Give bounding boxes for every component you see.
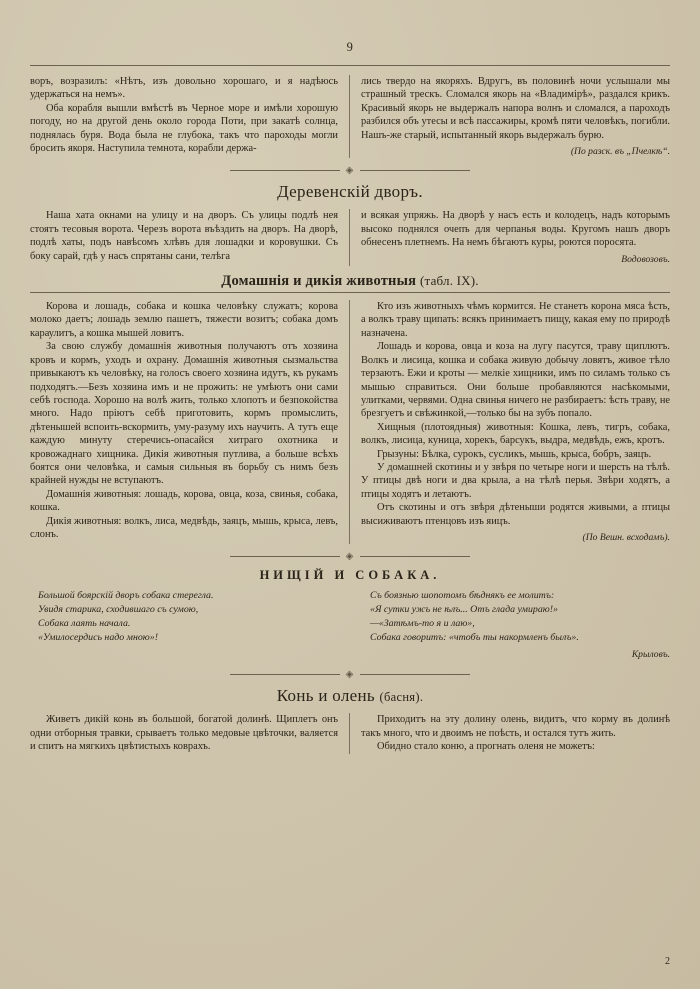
paragraph: За свою службу домашнія животныя получаютъ отъ хозяина кровъ и кормъ, уходъ и охрану. Домашнія животныя сызмальства привыкаютъ къ человѣку, на голосъ своего хозяина идутъ, къ рукамъ подходятъ.—Безъ хозяина имъ и не прожить: не умѣютъ они сами себѣ господа. Хорошо на волѣ жить, только хлопотъ и безпокойства много. Надо прiютъ себѣ приготовить, кормъ промыслить, дѣтенышей вспоить-вскормить, уму-разуму ихъ научить. А тутъ еще каждую минуту стеречись-опасайся хитраго охотника и кровожаднаго хищника. Дикія животныя путлива, а больше всѣхъ боятся они человѣка, и самыя сильныя въ борьбу съ нимъ безъ крайней нужды не вступаютъ. — [30, 341, 338, 487]
verse-line: Собака говоритъ: «чтобъ ты накормленъ былъ». — [370, 632, 579, 644]
paragraph: и всякая упряжь. На дворѣ у насъ есть и колодецъ, надъ которымъ высоко поднялся очепъ для черпанья воды. Кругомъ нашъ дворъ обнесенъ плетнемъ. На немъ бѣгаютъ куры, роются поросята. — [361, 210, 670, 249]
section-title-kon-i-olen — [30, 686, 670, 706]
paragraph: Лошадь и корова, овца и коза на лугу пасутся, траву щиплютъ. Волкъ и лисица, кошка и собака живую добычу ловятъ, живое тѣло терзаютъ. Ежи и кроты — мелкіе хищники, имъ по силамъ только съ мышью справиться. Они больше пробавляются насѣкомыми, улитками, червями. Одна свинья ничего не разбираетъ: ѣсть траву, не брезгуетъ и свѣжинкой,—только бы на зубъ попало. — [361, 341, 670, 420]
paragraph: Отъ скотины и отъ звѣря дѣтеныши родятся живыми, а птицы высиживаютъ птенцовъ изъ яицъ. — [361, 502, 670, 527]
section4-title-note: (басня). — [379, 690, 424, 705]
verse-line: —«Затѣмъ-то я и лаю», — [370, 618, 475, 630]
paragraph: Наша хата окнами на улицу и на дворъ. Съ улицы подлѣ нея стоятъ тесовыя ворота. Черезъ ворота въѣздить на дворъ. На дворѣ, подлѣ хаты, подъ навѣсомъ хлѣвъ для лошадки и коровушки. Съ боку сарай, гдѣ у насъ спрятаны сани, телѣга — [30, 210, 338, 262]
section4-columns — [30, 713, 670, 753]
source-signature: (По разск. въ „Пчелкѣ“. — [570, 146, 670, 158]
section4-title-text: Конь и олень — [276, 686, 375, 706]
diamond-icon: ◈ — [345, 165, 355, 177]
footer-signature-number: 2 — [665, 956, 670, 967]
section2-right-column — [350, 300, 670, 544]
paragraph: Кто изъ животныхъ чѣмъ кормится. Не станетъ корона мяса ѣсть, а волкъ траву щипать: всякъ принимаетъ пищу, какая ему по природѣ назначена. — [361, 301, 670, 339]
section4-left-column — [30, 713, 350, 753]
diamond-icon: ◈ — [345, 551, 355, 563]
section4-right-column — [350, 713, 670, 753]
page-number: 9 — [346, 40, 354, 54]
paragraph: лись твердо на якоряхъ. Вдругъ, въ половинѣ ночи услышали мы страшный трескъ. Сломался якорь на «Владимірѣ», раздался крикъ. Красивый якорь не выдержалъ напора волнъ и сломался, а пароходъ разбился объ утесы и всѣ пассажиры, кромѣ пяти человѣкъ, погибли. Нашъ-же старый, испытанный якорь выдержалъ бурю. — [361, 76, 670, 141]
section-title-nishchiy-i-sobaka: НИЩІЙ И СОБАКА. — [259, 568, 441, 583]
verse-line: «Я сутки ужъ не ѣлъ... Отъ глада умираю!» — [370, 604, 558, 616]
page-sheet — [30, 40, 670, 959]
section1-columns — [30, 209, 670, 266]
paragraph: Грызуны: Бѣлка, сурокъ, сусликъ, мышь, крыса, бобръ, заяцъ. — [377, 448, 652, 460]
paragraph: Хищныя (плотоядныя) животныя: Кошка, левъ, тигръ, собака, волкъ, лисица, куница, хорекъ, барсукъ, выдра, медвѣдь, ежъ, кротъ. — [361, 421, 670, 447]
header-rule — [30, 65, 670, 66]
section3-right-column — [350, 589, 670, 662]
paragraph: Обидно стало коню, а прогнать оленя не можетъ: — [377, 741, 595, 753]
divider-line-left — [230, 556, 340, 557]
section3-left-column — [30, 589, 350, 662]
paragraph: Живетъ дикій конь въ большой, богатой долинѣ. Щиплетъ онъ одни отборныя травки, срываетъ только медовые цвѣточки, валяется и спитъ на мягкихъ цвѣтистыхъ коврахъ. — [30, 714, 338, 753]
divider-line-right — [360, 674, 470, 675]
verse-line: Большой боярскій дворъ собака стерегла. — [38, 590, 214, 602]
section1-left-column — [30, 209, 350, 266]
paragraph: Дикія животныя: волкъ, лиса, медвѣдь, заяцъ, мышь, крыса, левъ, слонъ. — [30, 515, 338, 540]
section1-right-column — [350, 209, 670, 266]
ornament-divider — [30, 551, 670, 562]
paragraph: воръ, возразилъ: «Нѣтъ, изъ довольно хорошаго, и я надѣюсь удержаться на немъ». — [30, 76, 338, 101]
top-section-right-column — [350, 75, 670, 158]
section2-columns — [30, 300, 670, 544]
section2-left-column — [30, 300, 350, 544]
divider-line-right — [360, 556, 470, 557]
paragraph: Домашнія животныя: лошадь, корова, овца, коза, свинья, собака, кошка. — [30, 488, 338, 514]
divider-line-left — [230, 674, 340, 675]
top-section-columns — [30, 75, 670, 158]
ornament-divider — [30, 165, 670, 176]
section-title-derevenskiy-dvor: Деревенскій дворъ. — [277, 182, 423, 202]
section-title-domashnia-i-dikia-zhivotnye — [30, 273, 670, 290]
author-signature: Крыловъ. — [631, 649, 670, 661]
source-signature: (По Вешн. всходамъ). — [582, 531, 670, 543]
verse-line: Собака лаять начала. — [38, 618, 131, 630]
top-section-left-column — [30, 75, 350, 158]
divider-line-right — [360, 170, 470, 171]
section2-title-note: (табл. IX). — [420, 273, 479, 289]
verse-line: Увидя старика, сходившаго съ сумою, — [38, 604, 199, 616]
paragraph: Оба корабля вышли вмѣстѣ въ Черное море и имѣли хорошую погоду, но на другой день около города Поти, при закатѣ солнца, поднялась буря. Вода была не глубока, такъ что пароходы могли бросить якоря. Наступила темнота, корабли держа- — [30, 102, 338, 155]
verse-line: «Умилосердись надо мною»! — [38, 632, 158, 644]
paragraph: Корова и лошадь, собака и кошка человѣку служатъ; корова молоко даетъ; лошадь землю пашетъ, тяжести возитъ; собака домъ караулитъ, а кошка мышей ловитъ. — [30, 301, 338, 339]
diamond-icon: ◈ — [345, 669, 355, 681]
section2-title-text: Домашнія и дикія животныя — [221, 273, 417, 290]
paragraph: Приходитъ на эту долину олень, видитъ, что корму въ долинѣ такъ много, что и двоимъ не поѣсть, и остался тутъ жить. — [361, 714, 670, 739]
source-signature: Водовозовъ. — [621, 253, 670, 265]
ornament-divider — [30, 669, 670, 680]
paragraph: У домашней скотины и у звѣря по четыре ноги и шерсть на тѣлѣ. У птицы двѣ ноги и два крыла, а на тѣлѣ перья. Звѣри ходятъ, а птицы ходятъ и летаютъ. — [361, 461, 670, 500]
divider-line-left — [230, 170, 340, 171]
section3-fable-columns — [30, 589, 670, 662]
verse-line: Съ боязнью шопотомъ бѣднякъ ее молитъ: — [370, 590, 555, 602]
